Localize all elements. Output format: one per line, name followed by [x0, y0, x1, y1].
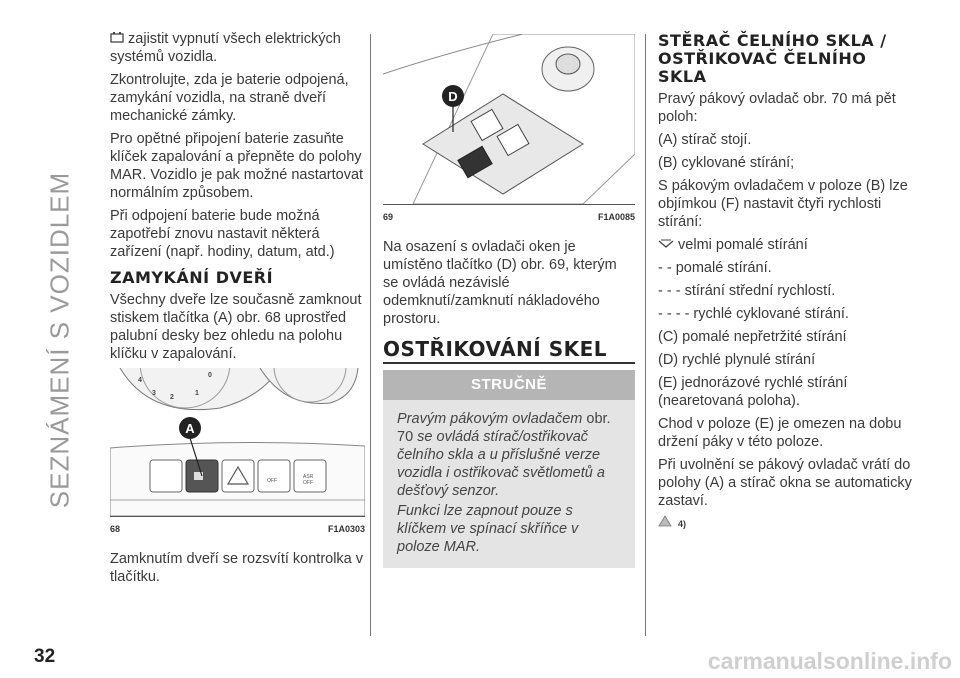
paragraph: zajistit vypnutí všech elektrických systémů vozidla.: [110, 31, 341, 66]
list-item: (E) jednorázové rychlé stírání (nearetovaná poloha).: [658, 375, 848, 410]
summary-box-body: [383, 400, 635, 556]
figure-number: 68: [110, 524, 121, 535]
section-heading: STĚRAČ ČELNÍHO SKLA / OSTŘIKOVAČ ČELNÍHO SKLA: [658, 31, 887, 86]
figure-caption: [110, 517, 365, 538]
summary-text: Pravým pákovým ovladačem: [397, 411, 583, 427]
gauge-number: 1: [195, 390, 199, 398]
figure-caption: [383, 205, 635, 226]
figure-69: [383, 34, 635, 205]
list-item: - - pomalé stírání.: [658, 260, 772, 277]
summary-text: Funkci lze zapnout pouze s klíčkem ve spínací skříňce v poloze MAR.: [397, 503, 579, 555]
section-heading: ZAMYKÁNÍ DVEŘÍ: [110, 268, 274, 288]
gauge-number: 4: [138, 377, 142, 385]
window-switch-illustration: [383, 34, 635, 204]
dashboard-buttons-illustration: [110, 368, 365, 516]
list-item: - - - - rychlé cyklované stírání.: [658, 306, 849, 323]
warning-hand-icon: [658, 515, 672, 533]
figure-68: [110, 368, 365, 517]
gauge-number: 3: [152, 390, 156, 398]
asr-off-label: OFF: [303, 480, 313, 487]
off-label: OFF: [267, 478, 277, 485]
gauge-number: 2: [170, 394, 174, 402]
callout-a: A: [185, 421, 195, 437]
paragraph: Pro opětné připojení baterie zasuňte klíček zapalování a přepněte do polohy MAR. Vozidlo je pak možné nastartovat normálním způsobem.: [110, 131, 364, 202]
column-1: [110, 30, 365, 591]
paragraph: Zkontrolujte, zda je baterie odpojená, zamykání vozidla, na straně dveří mechanické zámky.: [110, 72, 349, 125]
paragraph: Chod v poloze (E) je omezen na dobu držení páky v této poloze.: [658, 416, 902, 451]
list-item: - - - stírání střední rychlostí.: [658, 283, 836, 300]
summary-box: [383, 370, 635, 568]
list-item: velmi pomalé stírání: [658, 236, 913, 254]
paragraph: S pákovým ovladačem v poloze (B) lze objímkou (F) nastavit čtyři rychlosti stírání:: [658, 178, 908, 230]
paragraph: Zamknutím dveří se rozsvítí kontrolka v tlačítku.: [110, 551, 364, 586]
column-divider-1: [370, 34, 371, 636]
column-3: [658, 30, 913, 533]
paragraph: Pravý pákový ovladač obr. 70 má pět poloh:: [658, 91, 896, 125]
list-item: (A) stírač stojí.: [658, 132, 752, 148]
figure-number: 69: [383, 212, 394, 222]
section-heading: OSTŘIKOVÁNÍ SKEL: [383, 337, 608, 361]
heading-underline: [383, 362, 635, 364]
paragraph: Při odpojení baterie bude možná zapotřebí znovu nastavit některá zařízení (např. hodiny, datum, atd.): [110, 208, 335, 261]
callout-d: D: [448, 89, 458, 104]
figure-code: F1A0085: [597, 212, 635, 222]
column-2: [383, 30, 635, 568]
figure-code: F1A0303: [327, 524, 365, 535]
summary-text: se ovládá stírač/ostřikovač čelního skla a u příslušné verze vozidla i ostřikovač světlometů a dešťový senzor.: [397, 429, 605, 499]
column-divider-2: [645, 34, 646, 636]
list-item: (D) rychlé plynulé stírání: [658, 352, 816, 369]
footnote-reference: 4): [658, 515, 913, 533]
paragraph: Při uvolnění se pákový ovladač vrátí do polohy (A) a stírač okna se automaticky zastaví.: [658, 457, 912, 510]
figure-reference: obr. 70: [397, 411, 611, 445]
wrench-icon: [110, 30, 124, 48]
side-section-title: SEZNÁMENÍ S VOZIDLEM: [44, 171, 75, 509]
gauge-number: 0: [208, 372, 212, 380]
wiper-interval-icon: [658, 236, 674, 254]
list-item: (B) cyklované stírání;: [658, 155, 795, 171]
page-number: 32: [34, 646, 56, 667]
watermark: carmanualsonline.info: [707, 648, 952, 674]
asr-label: ASR: [303, 474, 314, 481]
summary-box-title: STRUČNĚ: [383, 370, 635, 400]
paragraph: Všechny dveře lze současně zamknout stiskem tlačítka (A) obr. 68 uprostřed palubní desky bez ohledu na polohu klíčku v zapalování.: [110, 292, 362, 363]
list-item: (C) pomalé nepřetržité stírání: [658, 329, 847, 346]
paragraph: Na osazení s ovladači oken je umístěno tlačítko (D) obr. 69, kterým se ovládá nezávislé odemknutí/zamknutí nákladového prostoru.: [383, 239, 617, 327]
